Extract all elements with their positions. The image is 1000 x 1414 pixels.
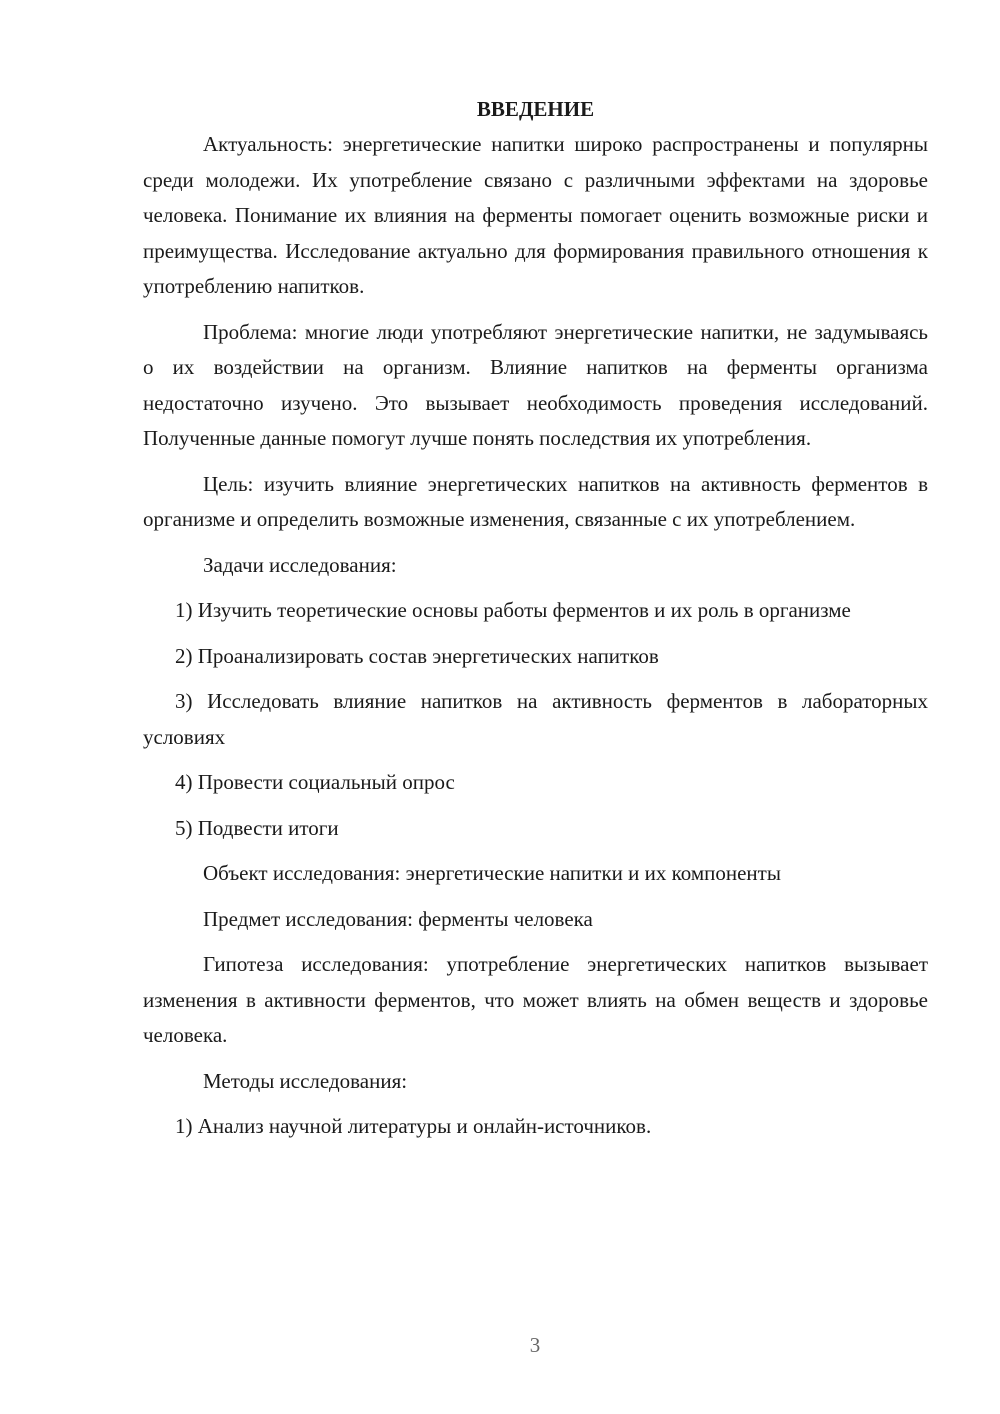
relevance-paragraph: Актуальность: энергетические напитки широко распространены и популярны среди молодежи. Их употребление связано с различными эффектами на здоровье человека. Понимание их влияния на ферменты помогает оценить возможные риски и преимущества. Исследование актуально для формирования правильного отношения к употреблению напитков.: [143, 132, 928, 298]
section-title: ВВЕДЕНИЕ: [476, 97, 595, 121]
goal-paragraph: Цель: изучить влияние энергетических напитков на активность ферментов в организме и определить возможные изменения, связанные с их употреблением.: [143, 471, 928, 531]
problem-paragraph: Проблема: многие люди употребляют энергетические напитки, не задумываясь о их воздействии на организм. Влияние напитков на ферменты организма недостаточно изучено. Это вызывает необходимость проведения исследований. Полученные данные помогут лучше понять последствия их употребления.: [143, 319, 928, 450]
page-number: 3: [529, 1333, 541, 1357]
tasks-heading: Задачи исследования:: [203, 552, 397, 577]
hypothesis-paragraph: Гипотеза исследования: употребление энергетических напитков вызывает изменения в активности ферментов, что может влиять на обмен веществ и здоровье человека.: [143, 952, 928, 1047]
methods-heading: Методы исследования:: [203, 1068, 408, 1093]
task-item-3: 3) Исследовать влияние напитков на активность ферментов в лабораторных условиях: [143, 689, 928, 749]
document-page: [143, 92, 928, 1145]
object-paragraph: Объект исследования: энергетические напитки и их компоненты: [203, 861, 781, 885]
method-item-1: 1) Анализ научной литературы и онлайн-источников.: [175, 1114, 652, 1138]
task-item-1: 1) Изучить теоретические основы работы ферментов и их роль в организме: [175, 598, 851, 622]
task-item-4: 4) Провести социальный опрос: [175, 770, 455, 794]
task-item-5: 5) Подвести итоги: [175, 815, 339, 840]
task-item-2: 2) Проанализировать состав энергетических напитков: [175, 643, 659, 668]
subject-paragraph: Предмет исследования: ферменты человека: [203, 906, 593, 931]
